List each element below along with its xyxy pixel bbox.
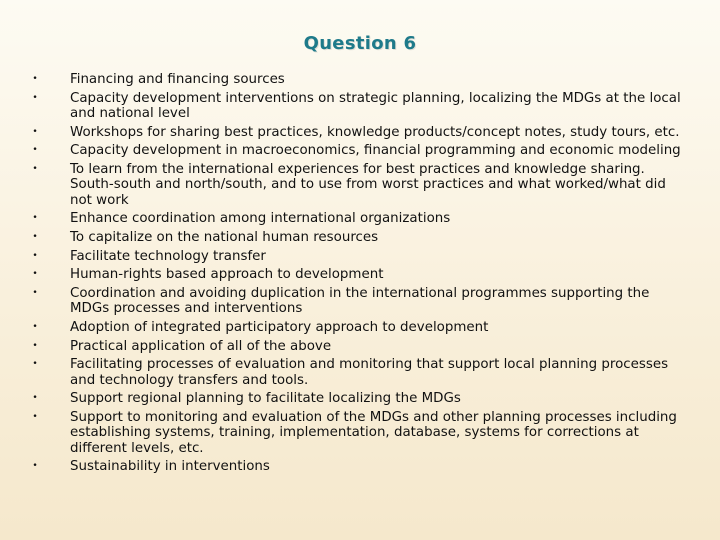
bullet-text: Workshops for sharing best practices, knowledge products/concept notes, study tours, etc. [70, 124, 680, 140]
bullet-icon: • [32, 126, 38, 137]
bullet-text: Practical application of all of the above [70, 338, 332, 354]
bullet-icon: • [32, 213, 38, 224]
bullet-icon: • [32, 412, 38, 423]
bullet-icon: • [32, 340, 38, 351]
slide-title: Question 6 [303, 33, 417, 54]
bullet-text: Adoption of integrated participatory approach to development [70, 320, 489, 336]
bullet-text: Financing and financing sources [70, 72, 285, 87]
bullet-text: To capitalize on the national human resources [70, 230, 379, 246]
bullet-text: Human-rights based approach to development [70, 267, 384, 283]
bullet-text: Support to monitoring and evaluation of the MDGs and other planning processes including establishing systems, training, implementation, database, systems for corrections at different levels, etc. [70, 410, 677, 456]
bullet-icon: • [32, 250, 38, 261]
bullet-item [30, 249, 690, 264]
bullet-item [30, 339, 690, 354]
bullet-item [30, 391, 690, 406]
bullet-icon: • [32, 74, 38, 84]
bullet-icon: • [32, 322, 38, 333]
bullet-item [30, 143, 690, 158]
bullet-item [30, 357, 690, 388]
bullet-icon: • [32, 145, 38, 156]
bullet-item [30, 162, 690, 208]
bullet-text: Facilitating processes of evaluation and monitoring that support local planning processes and technology transfers and tools. [70, 357, 669, 388]
bullet-item [30, 459, 690, 474]
bullet-icon: • [32, 359, 38, 370]
bullet-text: Enhance coordination among international organizations [70, 211, 451, 227]
bullet-icon: • [32, 269, 38, 280]
bullet-icon: • [32, 92, 38, 103]
bullet-item [30, 211, 690, 226]
bullet-text: Capacity development in macroeconomics, financial programming and economic modeling [70, 143, 681, 159]
bullet-item [30, 72, 690, 87]
bullet-item [30, 320, 690, 335]
bullet-icon: • [32, 288, 38, 299]
bullet-item [30, 286, 690, 317]
bullet-list [30, 72, 690, 478]
bullet-text: Facilitate technology transfer [70, 248, 266, 264]
bullet-icon: • [32, 232, 38, 243]
bullet-item [30, 125, 690, 140]
bullet-item [30, 230, 690, 245]
bullet-text: Coordination and avoiding duplication in the international programmes supporting the MDGs processes and interventions [70, 286, 650, 317]
bullet-icon: • [32, 461, 38, 472]
bullet-icon: • [32, 393, 38, 404]
bullet-text: Capacity development interventions on strategic planning, localizing the MDGs at the local and national level [70, 90, 681, 121]
bullet-text: Sustainability in interventions [70, 459, 270, 475]
bullet-item [30, 91, 690, 122]
bullet-text: Support regional planning to facilitate localizing the MDGs [70, 391, 461, 407]
bullet-text: To learn from the international experiences for best practices and knowledge sharing. South-south and north/south, and to use from worst practices and what worked/what did not work [70, 162, 666, 208]
bullet-item [30, 267, 690, 282]
bullet-icon: • [32, 164, 38, 175]
bullet-item [30, 410, 690, 456]
